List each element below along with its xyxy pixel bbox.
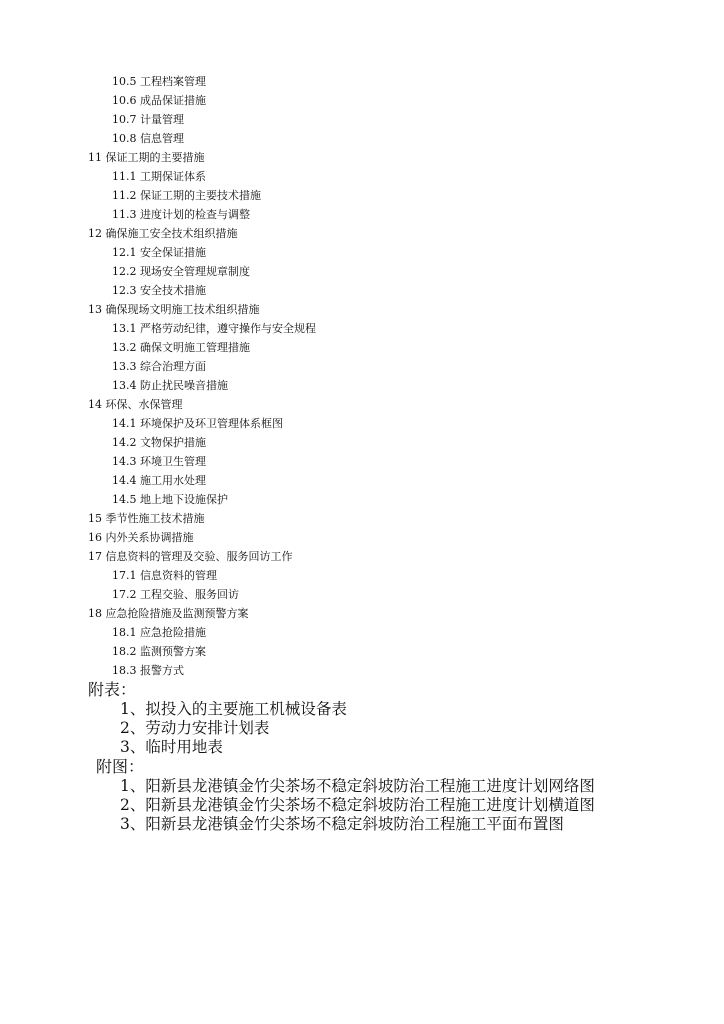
toc-entry: 12.2 现场安全管理规章制度 — [112, 265, 250, 278]
toc-section: 13 确保现场文明施工技术组织措施 — [88, 303, 260, 316]
toc-section: 16 内外关系协调措施 — [88, 531, 194, 544]
toc-entry: 14.3 环境卫生管理 — [112, 455, 206, 468]
appendix-table-item: 2、劳动力安排计划表 — [120, 719, 270, 737]
table-of-contents — [0, 72, 724, 680]
toc-section: 18 应急抢险措施及监测预警方案 — [88, 607, 249, 620]
toc-entry: 18.1 应急抢险措施 — [112, 626, 206, 639]
toc-entry: 17.2 工程交验、服务回访 — [112, 588, 239, 601]
toc-section: 11 保证工期的主要措施 — [88, 151, 205, 164]
toc-entry: 10.7 计量管理 — [112, 113, 184, 126]
toc-section: 15 季节性施工技术措施 — [88, 512, 205, 525]
toc-entry: 11.2 保证工期的主要技术措施 — [112, 189, 261, 202]
toc-section: 17 信息资料的管理及交验、服务回访工作 — [88, 550, 293, 563]
toc-entry: 14.2 文物保护措施 — [112, 436, 206, 449]
appendix-table-item: 3、临时用地表 — [120, 738, 223, 756]
toc-entry: 13.2 确保文明施工管理措施 — [112, 341, 250, 354]
appendix-figures-heading: 附图： — [96, 757, 145, 776]
toc-entry: 10.5 工程档案管理 — [112, 75, 206, 88]
toc-entry: 13.3 综合治理方面 — [112, 360, 206, 373]
toc-entry: 18.3 报警方式 — [112, 664, 184, 677]
toc-section: 14 环保、水保管理 — [88, 398, 183, 411]
toc-section: 12 确保施工安全技术组织措施 — [88, 227, 238, 240]
toc-entry: 17.1 信息资料的管理 — [112, 569, 217, 582]
toc-entry: 13.1 严格劳动纪律，遵守操作与安全规程 — [112, 322, 316, 335]
toc-entry: 14.5 地上地下设施保护 — [112, 493, 228, 506]
appendix-figure-item: 2、阳新县龙港镇金竹尖茶场不稳定斜坡防治工程施工进度计划横道图 — [120, 796, 595, 814]
toc-entry: 18.2 监测预警方案 — [112, 645, 206, 658]
toc-entry: 11.1 工期保证体系 — [112, 170, 206, 183]
toc-entry: 13.4 防止扰民噪音措施 — [112, 379, 228, 392]
appendix-table-item: 1、拟投入的主要施工机械设备表 — [120, 700, 347, 718]
toc-entry: 11.3 进度计划的检查与调整 — [112, 208, 250, 221]
toc-entry: 12.1 安全保证措施 — [112, 246, 206, 259]
toc-entry: 14.4 施工用水处理 — [112, 474, 206, 487]
toc-entry: 10.6 成品保证措施 — [112, 94, 206, 107]
toc-entry: 12.3 安全技术措施 — [112, 284, 206, 297]
appendix-figure-item: 1、阳新县龙港镇金竹尖茶场不稳定斜坡防治工程施工进度计划网络图 — [120, 777, 595, 795]
appendix-tables-heading: 附表： — [88, 680, 137, 699]
toc-entry: 14.1 环境保护及环卫管理体系框图 — [112, 417, 283, 430]
toc-entry: 10.8 信息管理 — [112, 132, 184, 145]
appendix-section — [0, 680, 724, 834]
appendix-figure-item: 3、阳新县龙港镇金竹尖茶场不稳定斜坡防治工程施工平面布置图 — [120, 815, 564, 833]
